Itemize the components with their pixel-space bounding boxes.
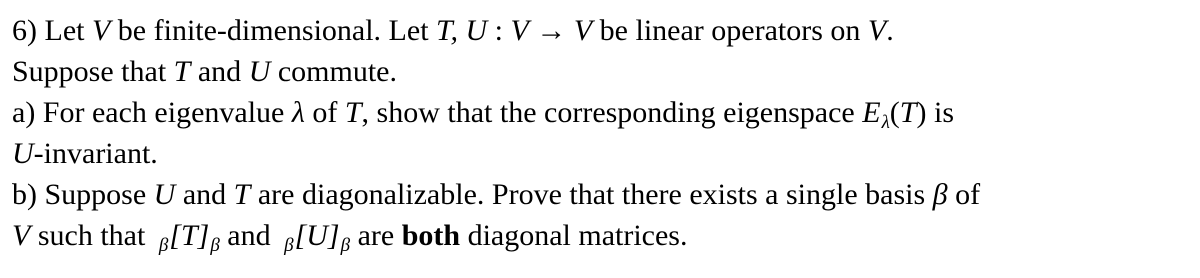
text-segment: 6) Let (12, 14, 92, 47)
math-var: T, U (436, 14, 488, 47)
part-b-line-1 (12, 174, 1186, 215)
text-segment: and (175, 178, 234, 211)
math-var: V (12, 219, 31, 252)
math-var: β (932, 178, 948, 211)
math-var: E (862, 96, 881, 129)
math-subscript: λ (881, 112, 890, 133)
problem-line-1 (12, 10, 1186, 51)
math-var: T (899, 96, 917, 129)
text-segment: b) Suppose (12, 178, 154, 211)
text-segment: diagonal matrices. (460, 219, 688, 252)
text-segment: of (304, 96, 345, 129)
math-var: T (344, 96, 362, 129)
emphasis-text: both (401, 219, 461, 252)
text-segment: Suppose that (12, 55, 174, 88)
text-segment: be finite-dimensional. Let (110, 14, 437, 47)
part-a-line-2 (12, 133, 1186, 174)
math-arrow: → (528, 14, 574, 47)
part-b-line-2 (12, 215, 1186, 256)
math-var: U (248, 55, 271, 88)
part-a-line-1 (12, 92, 1186, 133)
text-segment: of (947, 178, 981, 211)
text-segment: . (886, 14, 894, 47)
math-subscript: β (340, 235, 351, 256)
text-segment: , show that the corresponding eigenspace (361, 96, 863, 129)
math-paren: ( (889, 96, 900, 129)
math-var: λ (291, 96, 305, 129)
text-segment: and (190, 55, 249, 88)
text-segment: a) For each eigenvalue (12, 96, 292, 129)
math-var: V (867, 14, 887, 47)
text-segment: is (926, 96, 954, 129)
problem-line-2 (12, 51, 1186, 92)
math-var: T (233, 178, 251, 211)
text-segment: are diagonalizable. Prove that there exists a single basis (250, 178, 933, 211)
math-colon: : (487, 14, 511, 47)
math-matrix-rep: [U] (294, 219, 340, 252)
math-paren: ) (916, 96, 927, 129)
math-var: U (12, 137, 34, 170)
math-var: V (510, 14, 529, 47)
text-segment: commute. (270, 55, 397, 88)
math-var: V (573, 14, 593, 47)
text-segment: such that (30, 219, 153, 252)
text-segment: are (350, 219, 402, 252)
math-var: T (173, 55, 191, 88)
math-var: V (91, 14, 111, 47)
math-matrix-rep: [T] (169, 219, 210, 252)
text-segment: and (219, 219, 279, 252)
math-left-subscript: β (158, 235, 169, 256)
math-subscript: β (210, 235, 220, 256)
text-segment: be linear operators on (592, 14, 868, 47)
math-left-subscript: β (284, 235, 294, 256)
math-var: U (153, 178, 176, 211)
text-segment: -invariant. (33, 137, 158, 170)
